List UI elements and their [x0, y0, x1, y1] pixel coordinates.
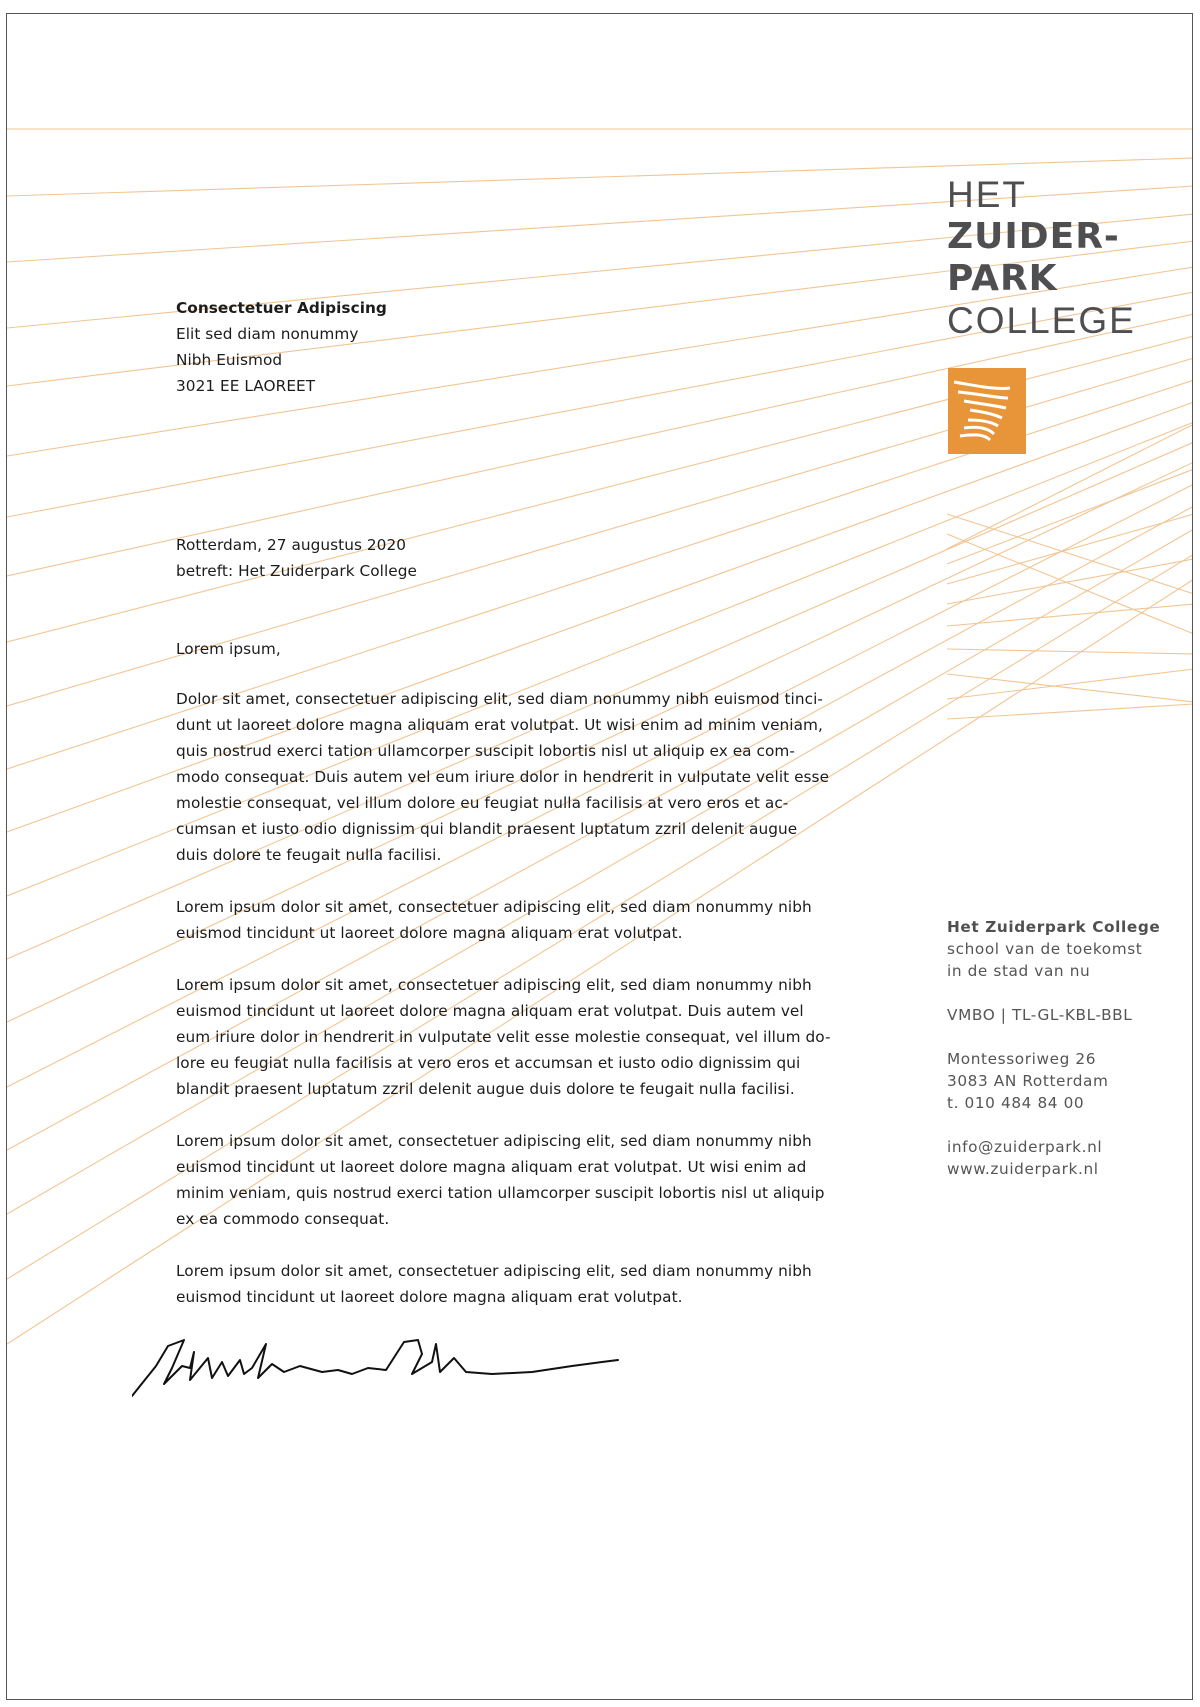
date-subject-block [176, 532, 417, 584]
school-phone: t. 010 484 84 00 [947, 1094, 1085, 1112]
recipient-line: 3021 EE LAOREET [176, 377, 316, 395]
salutation: Lorem ipsum, [176, 640, 281, 658]
z-logo-icon [948, 368, 1026, 454]
text-line: euismod tincidunt ut laoreet dolore magna aliquam erat volutpat. [176, 924, 683, 942]
paragraph-5 [176, 1258, 896, 1310]
text-line: blandit praesent luptatum zzril delenit augue duis dolore te feugait nulla facilisi. [176, 1080, 795, 1098]
logo-line-park: PARK [947, 258, 1058, 299]
letter-page [6, 13, 1193, 1700]
paragraph-4 [176, 1128, 896, 1232]
text-line: duis dolore te feugait nulla facilisi. [176, 846, 442, 864]
text-line: ex ea commodo consequat. [176, 1210, 390, 1228]
letter-subject: betreft: Het Zuiderpark College [176, 562, 417, 580]
letter-date: Rotterdam, 27 augustus 2020 [176, 536, 407, 554]
logo-line-zuider: ZUIDER- [947, 216, 1120, 257]
school-email: info@zuiderpark.nl [947, 1138, 1103, 1156]
text-line: Lorem ipsum dolor sit amet, consectetuer adipiscing elit, sed diam nonummy nibh [176, 976, 812, 994]
text-line: lore eu feugiat nulla facilisis at vero eros et accumsan et iusto odio dignissim qui [176, 1054, 801, 1072]
school-name: Het Zuiderpark College [947, 918, 1161, 936]
text-line: modo consequat. Duis autem vel eum iriure dolor in hendrerit in vulputate velit esse [176, 768, 830, 786]
school-city: 3083 AN Rotterdam [947, 1072, 1109, 1090]
text-line: molestie consequat, vel illum dolore eu feugiat nulla facilisis at vero eros et ac- [176, 794, 789, 812]
logo-line-het: HET [947, 174, 1027, 215]
text-line: eum iriure dolor in hendrerit in vulputate velit esse molestie consequat, vel illum do- [176, 1028, 831, 1046]
text-line: dunt ut laoreet dolore magna aliquam erat volutpat. Ut wisi enim ad minim veniam, [176, 716, 823, 734]
school-tagline: school van de toekomst [947, 940, 1143, 958]
school-tagline: in de stad van nu [947, 962, 1091, 980]
recipient-address [176, 295, 387, 399]
paragraph-3 [176, 972, 896, 1102]
recipient-line: Nibh Euismod [176, 351, 283, 369]
paragraph-2 [176, 894, 896, 946]
school-programs: VMBO | TL-GL-KBL-BBL [947, 1006, 1133, 1024]
text-line: euismod tincidunt ut laoreet dolore magna aliquam erat volutpat. Ut wisi enim ad [176, 1158, 807, 1176]
text-line: Dolor sit amet, consectetuer adipiscing elit, sed diam nonummy nibh euismod tinci- [176, 690, 823, 708]
text-line: Lorem ipsum dolor sit amet, consectetuer adipiscing elit, sed diam nonummy nibh [176, 1132, 812, 1150]
school-street: Montessoriweg 26 [947, 1050, 1097, 1068]
text-line: Lorem ipsum dolor sit amet, consectetuer adipiscing elit, sed diam nonummy nibh [176, 1262, 812, 1280]
text-line: cumsan et iusto odio dignissim qui blandit praesent luptatum zzril delenit augue [176, 820, 798, 838]
school-website: www.zuiderpark.nl [947, 1160, 1099, 1178]
text-line: euismod tincidunt ut laoreet dolore magna aliquam erat volutpat. Duis autem vel [176, 1002, 804, 1020]
handwritten-signature [132, 1332, 632, 1402]
text-line: quis nostrud exerci tation ullamcorper suscipit lobortis nisl ut aliquip ex ea com- [176, 742, 795, 760]
recipient-line: Elit sed diam nonummy [176, 325, 359, 343]
logo-line-college: COLLEGE [947, 300, 1136, 341]
text-line: Lorem ipsum dolor sit amet, consectetuer adipiscing elit, sed diam nonummy nibh [176, 898, 812, 916]
text-line: euismod tincidunt ut laoreet dolore magna aliquam erat volutpat. [176, 1288, 683, 1306]
school-contact-info [947, 916, 1160, 1180]
recipient-name: Consectetuer Adipiscing [176, 299, 387, 317]
text-line: minim veniam, quis nostrud exerci tation ullamcorper suscipit lobortis nisl ut aliquip [176, 1184, 825, 1202]
school-logo-wordmark [947, 174, 1136, 342]
paragraph-1 [176, 686, 896, 868]
